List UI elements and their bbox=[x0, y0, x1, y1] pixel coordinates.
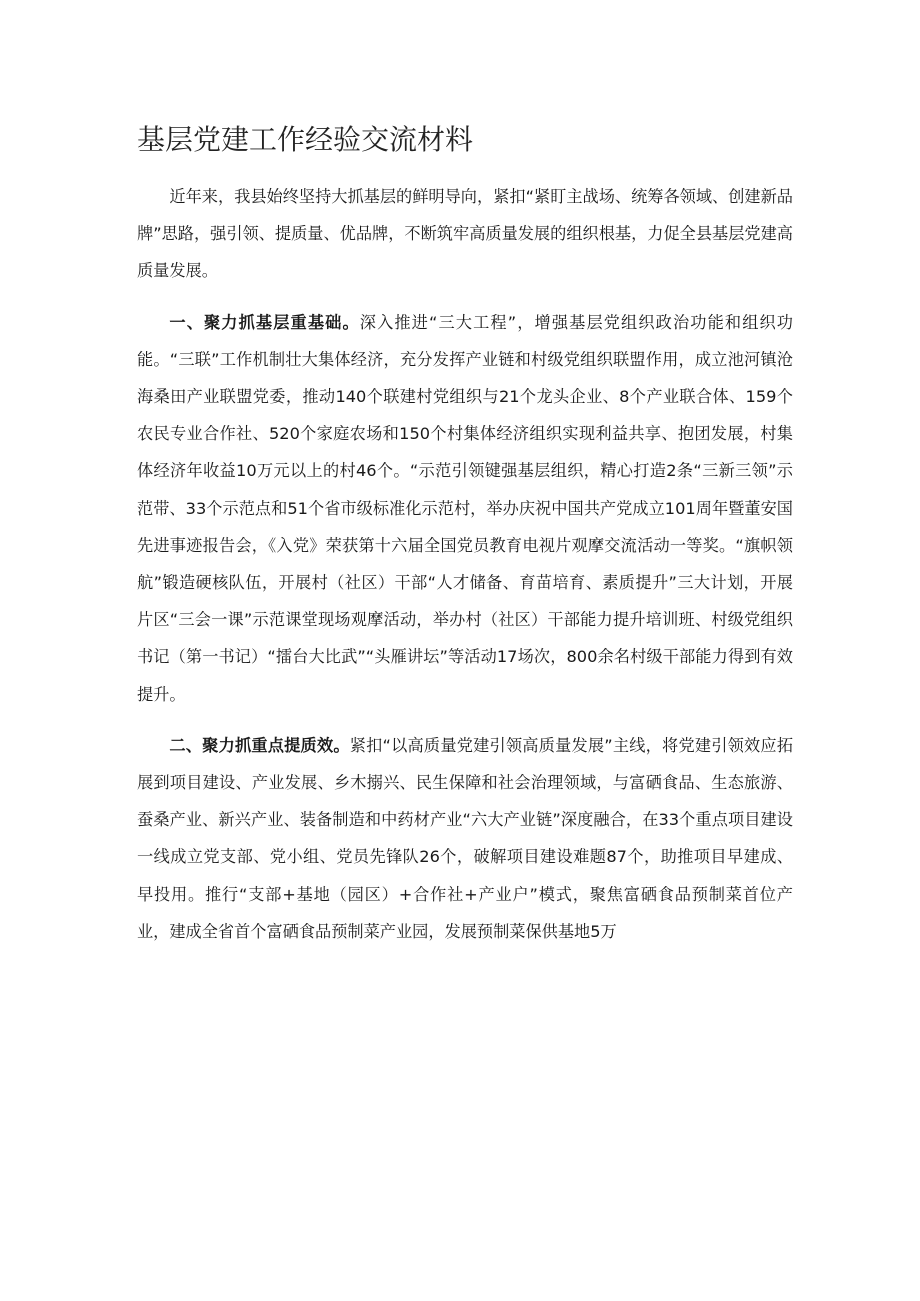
section-body-1: 深入推进“三大工程”，增强基层党组织政治功能和组织功能。“三联”工作机制壮大集体经济，充分发挥产业链和村级党组织联盟作用，成立池河镇沧海桑田产业联盟党委，推动140个联建村党组织与21个龙头企业、8个产业联合体、159个农民专业合作社、520个家庭农场和150个村集体经济组织实现利益共享、抱团发展，村集体经济年收益10万元以上的村46个。“示范引领键强基层组织，精心打造2条“三新三领”示范带、33个示范点和51个省市级标准化示范村，举办庆祝中国共产党成立101周年暨董安国先进事迹报告会，《入党》荣获第十六届全国党员教育电视片观摩交流活动一等奖。“旗帜领航”锻造硬核队伍，开展村（社区）干部“人才储备、育苗培育、素质提升”三大计划，开展片区“三会一课”示范课堂现场观摩活动，举办村（社区）干部能力提升培训班、村级党组织书记（第一书记）“擂台大比武”“头雁讲坛”等活动17场次，800余名村级干部能力得到有效提升。 bbox=[137, 312, 793, 704]
section-heading-1: 一、聚力抓基层重基础。 bbox=[169, 312, 360, 332]
intro-paragraph: 近年来，我县始终坚持大抓基层的鲜明导向，紧扣“紧盯主战场、统筹各领域、创建新品牌”思路，强引领、提质量、优品牌，不断筑牢高质量发展的组织根基，力促全县基层党建高质量发展。 bbox=[137, 187, 793, 281]
section-paragraph-1 bbox=[137, 304, 793, 713]
section-paragraph-2 bbox=[137, 727, 793, 950]
section-heading-2: 二、聚力抓重点提质效。 bbox=[169, 735, 350, 755]
document-page bbox=[137, 118, 793, 964]
document-title: 基层党建工作经验交流材料 bbox=[137, 123, 474, 156]
section-body-2: 紧扣“以高质量党建引领高质量发展”主线，将党建引领效应拓展到项目建设、产业发展、乡木搦兴、民生保障和社会治理领域，与富硒食品、生态旅游、蚕桑产业、新兴产业、装备制造和中药材产业“六大产业链”深度融合，在33个重点项目建设一线成立党支部、党小组、党员先锋队26个，破解项目建设难题87个，助推项目早建成、早投用。推行“支部+基地（园区）+合作社+产业户”模式，聚焦富硒食品预制菜首位产业，建成全省首个富硒食品预制菜产业园，发展预制菜保供基地5万 bbox=[137, 735, 794, 941]
